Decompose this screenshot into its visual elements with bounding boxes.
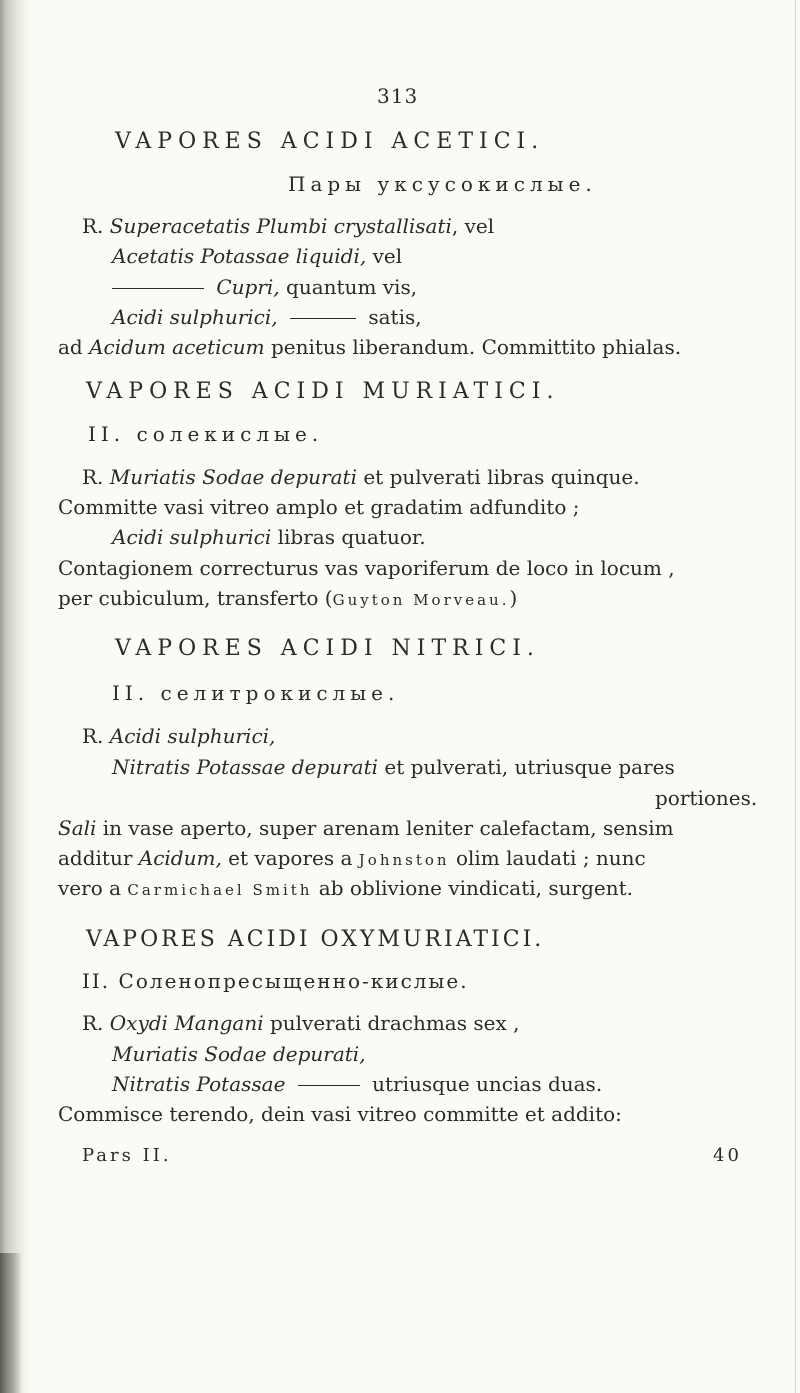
signature-mark: Pars II. (82, 1145, 172, 1166)
recipe-label: R. (82, 1011, 104, 1035)
recipe-line (58, 848, 646, 868)
recipe-line (112, 277, 417, 297)
recipe-text: penitus liberandum. Committito phialas. (270, 335, 682, 359)
ingredient: Nitratis Potassae (112, 1072, 286, 1096)
ditto-dash (298, 1085, 360, 1086)
ingredient: Nitratis Potassae depurati (112, 755, 379, 779)
recipe-line (82, 726, 275, 746)
section-russian-acetic: Пары уксусокислые. (288, 172, 597, 196)
sheet-number: 40 (713, 1145, 742, 1166)
recipe-text: et vapores a (228, 846, 353, 870)
recipe-text: ) (509, 586, 518, 610)
section-heading-muriatic: VAPORES ACIDI MURIATICI. (86, 379, 560, 404)
recipe-line (82, 467, 640, 487)
recipe-text: quantum vis, (286, 275, 418, 299)
recipe-line (112, 246, 402, 266)
recipe-text: pulverati drachmas sex , (269, 1011, 520, 1035)
ingredient: Acidi sulphurici, (112, 305, 278, 329)
recipe-text: , vel (451, 214, 495, 238)
recipe-text: per cubiculum, transferto ( (58, 586, 333, 610)
recipe-text: in vase aperto, super arenam leniter calefactam, sensim (102, 816, 674, 840)
recipe-text: ab oblivione vindicati, surgent. (318, 876, 633, 900)
recipe-label: R. (82, 724, 104, 748)
ingredient: Acidum aceticum (89, 335, 265, 359)
recipe-text: vel (372, 244, 403, 268)
section-heading-acetic: VAPORES ACIDI ACETICI. (115, 129, 545, 154)
recipe-line (112, 1044, 366, 1064)
ingredient: Acetatis Potassae liquidi, (112, 244, 367, 268)
recipe-line (58, 818, 674, 838)
recipe-label: R. (82, 465, 104, 489)
recipe-line (112, 527, 426, 547)
section-russian-muriatic: II. солекислые. (88, 422, 324, 446)
recipe-line (82, 1013, 519, 1033)
ingredient: Muriatis Sodae depurati, (112, 1042, 366, 1066)
section-russian-oxymuriatic: II. Соленопресыщенно-кислые. (82, 969, 469, 993)
ingredient: Superacetatis Plumbi crystallisati (109, 214, 452, 238)
recipe-text: additur (58, 846, 133, 870)
recipe-line (82, 216, 494, 236)
ditto-dash (112, 288, 204, 289)
recipe-line: portiones. (655, 786, 758, 810)
recipe-line (112, 307, 422, 327)
ingredient: Acidi sulphurici (112, 525, 272, 549)
recipe-line: Commisce terendo, dein vasi vitreo committe et addito: (58, 1102, 622, 1126)
ingredient: Acidi sulphurici, (109, 724, 276, 748)
ingredient: Oxydi Mangani (109, 1011, 264, 1035)
recipe-text: et pulverati, utriusque pares (384, 755, 675, 779)
recipe-line (58, 337, 681, 357)
page-number: 313 (377, 84, 419, 108)
recipe-line (112, 1074, 602, 1094)
recipe-line (58, 588, 517, 608)
author-name: Johnston (358, 851, 450, 869)
recipe-line: Committe vasi vitreo amplo et gradatim adfundito ; (58, 495, 580, 519)
author-name: Guyton Morveau. (332, 591, 510, 609)
section-heading-nitric: VAPORES ACIDI NITRICI. (115, 636, 540, 661)
recipe-text: et pulverati libras quinque. (363, 465, 640, 489)
section-heading-oxymuriatic: VAPORES ACIDI OXYMURIATICI. (86, 927, 545, 952)
recipe-label: R. (82, 214, 104, 238)
ingredient: Muriatis Sodae depurati (109, 465, 357, 489)
ingredient: Cupri, (216, 275, 280, 299)
recipe-line (112, 757, 675, 777)
recipe-text: olim laudati ; nunc (455, 846, 646, 870)
recipe-text: libras quatuor. (277, 525, 426, 549)
recipe-text: satis, (368, 305, 422, 329)
recipe-text: utriusque uncias duas. (372, 1072, 603, 1096)
author-name: Carmichael Smith (127, 881, 313, 899)
recipe-line: Contagionem correcturus vas vaporiferum de loco in locum , (58, 556, 675, 580)
section-russian-nitric: II. селитрокислые. (112, 681, 400, 705)
ingredient: Acidum, (138, 846, 222, 870)
recipe-text: ad (58, 335, 83, 359)
ingredient: Sali (58, 816, 97, 840)
ditto-dash (290, 318, 356, 319)
recipe-text: vero a (58, 876, 122, 900)
recipe-line (58, 878, 633, 898)
